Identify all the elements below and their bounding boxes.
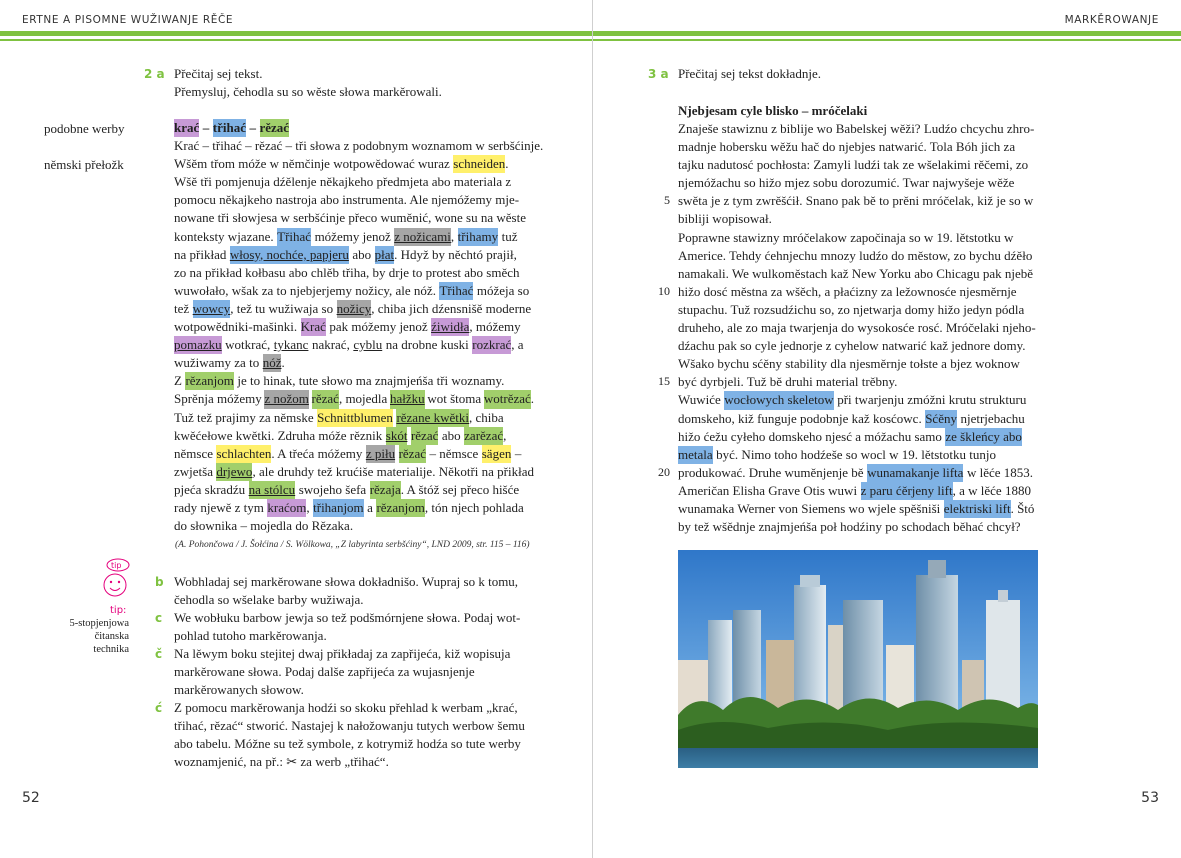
text-line	[174, 300, 534, 318]
text-segment: wužiwamy za to	[174, 355, 260, 371]
running-head-left: ERTNE A PISOMNE WUŽIWANJE RĚČE	[22, 14, 234, 26]
text-segment: bibliji wopisował.	[678, 211, 772, 227]
sub-exercise-line: třihać, rězać“ stworić. Nastajej k nałožowanju tutych werbow šemu	[174, 718, 525, 734]
text-segment: Krać – třihać – rězać – tři słowa z podobnym woznamom w serbšćinje.	[174, 138, 544, 154]
text-line	[174, 173, 534, 191]
text-line	[678, 319, 1038, 337]
sub-exercise-line: Wobhladaj sej markěrowane słowa dokładnišo. Wupraj so k tomu,	[174, 574, 519, 589]
smiley-tip-icon	[102, 557, 132, 601]
text-line	[678, 120, 1038, 138]
text-segment: pomocu někajkeho nastroja abo instrumenta. Ale njemóžemy mje-	[174, 192, 520, 208]
text-segment: zwjetša	[174, 463, 213, 479]
text-segment: Z	[174, 373, 182, 389]
highlighted-word: skót	[386, 427, 408, 445]
text-segment: domskeho, kiž funguje podobnje kaž kosćowc.	[678, 410, 922, 426]
text-segment: . A štóž sej přeco hišće	[400, 481, 520, 497]
margin-note-german-translation: němski přełožk	[44, 157, 124, 172]
text-segment: . A třeća móžemy	[271, 445, 363, 461]
highlighted-word: rězane kwětki	[396, 409, 469, 427]
text-line	[174, 427, 534, 445]
highlighted-word: rězać	[312, 390, 339, 408]
sub-exercise-text	[174, 573, 518, 609]
text-segment: Poprawne stawizny mróčelakow započinaja so w 19. lětstotku w	[678, 229, 1014, 245]
sub-exercise-line: Z pomocu markěrowanja hodźi so skoku přehlad k werbam „krać,	[174, 700, 518, 715]
highlighted-word: rězaja	[370, 481, 401, 499]
highlighted-word: rězanjom	[185, 372, 233, 390]
highlighted-word: drjewo	[216, 463, 252, 481]
text-segment: Wuwiće	[678, 392, 721, 408]
tip-label: tip:	[110, 605, 127, 616]
text-line	[174, 155, 534, 173]
instruction-line: Přečitaj sej tekst.	[174, 66, 263, 81]
text-line	[174, 282, 534, 300]
text-segment: by tež wšědnje znajmjeńša poł hodźiny po schodach běhać chcył?	[678, 519, 1021, 535]
highlighted-word: elektriski lift	[944, 500, 1011, 518]
text-segment: nakrać,	[311, 337, 350, 353]
text-segment: –	[202, 120, 210, 135]
text-segment: ,	[306, 499, 310, 515]
sub-exercise-line: woznamjenić, na př.: ✂ za werb „třihać“.	[174, 754, 389, 770]
text-line	[678, 265, 1038, 283]
text-line	[174, 336, 534, 354]
text-segment: wotkrać,	[225, 337, 271, 353]
text-segment: być dyrbjeli. Tuž bě druhi material trěbny.	[678, 374, 898, 390]
tip-text: 5-stopjenjowa čitanska technika	[69, 618, 129, 655]
smiley-text: tip	[111, 561, 122, 570]
text-segment: cyblu	[353, 337, 383, 353]
text-segment: swěta je z tym zwrěšćił. Snano pak bě to prěni mróčelak, kiž je so w	[678, 193, 1034, 209]
text-segment: tajku nadutosć pochłosta: Zamyli ludźi tak ze wšelakimi rěčemi, zo	[678, 157, 1029, 173]
text-line	[678, 283, 1038, 301]
text-segment: tež	[174, 300, 190, 316]
text-segment: Americe. Tehdy ćehnjechu mnozy ludźo do městow, zo bychu dźěło	[678, 247, 1033, 263]
text-segment: hižo ćežu cyłeho domskeho njesć a móžachu samo	[678, 428, 942, 444]
highlighted-word: źiwidła	[431, 318, 469, 336]
text-segment: , chiba	[468, 409, 504, 425]
exercise-2a-instructions	[174, 65, 442, 101]
highlighted-word: wowcy	[193, 300, 231, 318]
highlighted-word: metala	[678, 446, 713, 464]
text-line	[678, 373, 1038, 391]
highlighted-word: Třihać	[277, 228, 311, 246]
highlighted-word: krać	[174, 119, 199, 137]
text-line	[678, 192, 1038, 210]
text-segment: stupachu. Tuž rozsudźichu so, zo njetwarja domy hižo jedyn pódla	[678, 301, 1025, 317]
sub-exercise-line: We wobłuku barbow jewja so tež podšmórnjene słowa. Podaj wot-	[174, 610, 521, 625]
sub-exercise-text	[174, 699, 525, 771]
highlighted-word: kraćom	[267, 499, 306, 517]
text-line	[174, 481, 534, 499]
text-segment: pjeća skradźu	[174, 481, 246, 497]
text-segment: rady njewě z tym	[174, 499, 264, 515]
text-segment: produkować. Druhe wuměnjenje bě	[678, 464, 864, 480]
highlighted-word: třihamy	[458, 228, 498, 246]
text-line	[678, 210, 1038, 228]
text-segment: při twarjenju zmóžni krutu strukturu	[837, 392, 1027, 408]
text-line	[678, 138, 1038, 156]
text-line	[678, 500, 1038, 518]
text-segment: wuwołało, wšak za to njebjerjemy nožicy, ale nóž.	[174, 282, 436, 298]
text-segment: .	[505, 156, 509, 172]
sub-exercise-line: abo tabelu. Móžne su tež symbole, z kotrymiž hodźa so tute werby	[174, 736, 521, 752]
text-segment: , a	[511, 337, 524, 353]
text-line	[678, 391, 1038, 409]
text-line	[174, 191, 534, 209]
text-segment: Sprěnja móžemy	[174, 391, 262, 407]
text-segment: pak móžemy jenož	[329, 319, 428, 335]
text-segment: madnje hobersku wěžu hač do njebjes natwarić. Tola Bóh jich za	[678, 139, 1016, 155]
text-segment: .	[530, 391, 535, 407]
margin-note-similar-verbs: podobne werby	[44, 121, 125, 136]
text-segment: a	[367, 499, 373, 515]
text-segment: , tež tu wužiwaja so	[230, 300, 334, 316]
text-line	[678, 247, 1038, 265]
text-segment: wotpowědniki-mašinki.	[174, 319, 298, 335]
page-number-left: 52	[22, 790, 40, 806]
text-segment: tuž	[501, 228, 518, 244]
text-segment: , móžemy	[469, 319, 521, 335]
highlighted-word: z paru ćěrjeny lift	[861, 482, 953, 500]
sub-exercise-line: markěrowanych słowow.	[174, 682, 304, 698]
header-green-bars	[593, 31, 1181, 41]
text-segment: w lěće 1853.	[966, 464, 1034, 480]
line-number: 15	[658, 374, 670, 388]
text-line	[174, 372, 534, 390]
sub-exercise-line: pohlad tutoho markěrowanja.	[174, 628, 327, 644]
text-segment: konteksty wjazane.	[174, 228, 274, 244]
text-segment: swojeho šefa	[298, 481, 367, 497]
text-segment: Wšě tři pomjenuja dźělenje někajkeho předmjeta abo materiala z	[174, 174, 512, 190]
text-segment: na drobne kuski	[385, 337, 469, 353]
text-line	[174, 246, 534, 264]
text-segment: zo na přikład kołbasu abo chlěb třiha, by drje to protest abo směch	[174, 264, 520, 280]
citation: (A. Pohončowa / J. Šołćina / S. Wölkowa, „Z labyrinta serbšćiny“, LND 2009, str. 115 – 116)	[175, 540, 530, 550]
highlighted-word: z nožom	[264, 390, 308, 408]
highlighted-word: rozkrać	[472, 336, 511, 354]
text-line	[174, 499, 534, 517]
exercise-number-3a: 3 a	[648, 67, 669, 81]
highlighted-word: rězać	[260, 119, 290, 137]
text-line	[678, 174, 1038, 192]
text-line	[174, 354, 534, 372]
text-segment: abo	[441, 427, 461, 443]
text-segment: tykanc	[273, 337, 309, 353]
text-segment: móžemy jenož	[314, 228, 391, 244]
text-segment: njetrjebachu	[960, 410, 1025, 426]
highlighted-word: Sćěny	[925, 410, 957, 428]
text-segment: namakali. We wulkoměstach kaž New Yorku abo Chicagu pak njebě	[678, 265, 1034, 281]
line-number: 20	[658, 465, 670, 479]
text-line	[174, 463, 534, 481]
text-line	[678, 482, 1038, 500]
text-segment: Wšěm třom móže w němčinje wotpowědować wuraz	[174, 156, 450, 172]
highlighted-word: płat	[375, 246, 395, 264]
highlighted-word: pomazku	[174, 336, 222, 354]
highlighted-word: Třihać	[439, 282, 473, 300]
text-line	[678, 301, 1038, 319]
text-line	[678, 355, 1038, 373]
text-segment: Znaješe stawiznu z biblije wo Babelskej wěži? Ludźo chcychu zhro-	[678, 121, 1035, 136]
highlighted-word: z piłu	[366, 445, 395, 463]
sub-exercise-text	[174, 609, 520, 645]
highlighted-word: třihanjom	[313, 499, 364, 517]
highlighted-word: ze škleńcy abo	[945, 428, 1022, 446]
text-line	[678, 229, 1038, 247]
instruction-line: Přemysluj, čehodla su so wěste słowa markěrowali.	[174, 84, 442, 100]
highlighted-word: schlachten	[216, 445, 271, 463]
highlighted-word: z nožicami	[394, 228, 451, 246]
text-line	[174, 390, 534, 408]
text-line	[174, 228, 534, 246]
text-line	[174, 264, 534, 282]
text-segment: móžeja so	[476, 282, 530, 298]
highlighted-word: rězać	[399, 445, 426, 463]
article-text-left	[174, 119, 544, 535]
text-segment: wot štoma	[427, 391, 482, 407]
text-line	[678, 410, 1038, 428]
line-number: 10	[658, 284, 670, 298]
text-segment: –	[514, 445, 522, 461]
text-segment: – němsce	[429, 445, 479, 461]
text-segment: wunamaka Werner von Siemens wo wjele spěšniši	[678, 500, 941, 516]
article-title: Njebjesam cyle blisko – mróčelaki	[678, 103, 868, 118]
text-line	[174, 119, 534, 137]
highlighted-word: nožicy	[337, 300, 372, 318]
text-segment: . Hdyž by něchtó prajił,	[394, 246, 517, 262]
exercise-number-2a: 2 a	[144, 67, 165, 81]
highlighted-word: třihać	[213, 119, 246, 137]
text-segment: němsce	[174, 445, 213, 461]
text-segment: druheho, ale zo maja twarjenja do wysokosće rosć. Mróčelaki njeho-	[678, 320, 1036, 336]
text-segment: , ale druhdy tež krućiše materialije. Někotři na přikład	[252, 463, 534, 479]
text-line	[174, 137, 544, 155]
exercise-3a-instruction: Přečitaj sej tekst dokładnje.	[678, 66, 821, 81]
text-segment: njemóžachu so hižo mjez sobu dorozumić. Twar najwyšeje wěže	[678, 175, 1015, 191]
highlighted-word: wotrězać	[484, 390, 531, 408]
highlighted-word: nóž	[263, 354, 282, 372]
text-line	[174, 445, 534, 463]
highlighted-word: rězać	[411, 427, 438, 445]
text-segment: do słownika – mojedla do Rězaka.	[174, 518, 354, 534]
text-segment: . Štó	[1010, 500, 1035, 516]
text-segment: ,	[450, 228, 455, 244]
highlighted-word: hałžku	[390, 390, 425, 408]
highlighted-word: zarězać	[464, 427, 503, 445]
text-segment: nowane tři słowjesa w serbšćinje přeco wuměnić, wone su na wěste	[174, 210, 526, 226]
sub-exercise-line: markěrowane słowa. Podaj dalše zapřijeća za wujasnjenje	[174, 664, 475, 680]
text-segment: je to hinak, tute słowo ma znajmjeńša tři woznamy.	[237, 373, 505, 389]
highlighted-word: Schnittblumen	[317, 409, 393, 427]
header-green-bars	[0, 31, 592, 41]
text-segment: abo	[352, 246, 372, 262]
text-line	[174, 517, 534, 535]
text-line	[678, 156, 1038, 174]
highlighted-word: wocłowych skeletow	[724, 391, 833, 409]
highlighted-word: sägen	[482, 445, 512, 463]
sub-exercise-letter: č	[155, 647, 163, 661]
highlighted-word: rězanjom	[376, 499, 424, 517]
text-segment: , mojedla	[338, 391, 388, 407]
text-line	[174, 209, 534, 227]
text-segment: hižo dosć městna za wšěch, a płaćizny za ležownosće njesměrnje	[678, 283, 1017, 299]
sub-exercise-line: čehodla so wšelake barby wužiwaja.	[174, 592, 364, 608]
city-skyline-photo	[678, 550, 1038, 768]
highlighted-word: Krać	[301, 318, 326, 336]
highlighted-word: włosy, nochće, papjeru	[230, 246, 349, 264]
line-number: 5	[664, 193, 670, 207]
sub-exercise-letter: c	[155, 611, 163, 625]
text-segment: na přikład	[174, 246, 227, 262]
text-line	[678, 518, 1038, 536]
text-segment: być. Nimo toho hodźeše so wocl w 19. lětstotku tunjo	[716, 446, 996, 462]
text-segment: Wšako bychu sćěny stability dla njesměrnje tołste a bjez woknow	[678, 356, 1020, 372]
highlighted-word: na stólcu	[249, 481, 296, 499]
text-segment: .	[281, 355, 285, 371]
text-segment: Tuž tež prajimy za němske	[174, 409, 314, 425]
page-number-right: 53	[1141, 790, 1159, 806]
text-line	[678, 446, 1038, 464]
text-line	[678, 337, 1038, 355]
text-segment: Američan Elisha Grave Otis wuwi	[678, 482, 858, 498]
text-segment: , a w lěće 1880	[952, 482, 1031, 498]
text-segment: , chiba jich dźensnišě moderne	[371, 300, 532, 316]
article-text-right	[678, 120, 1038, 536]
highlighted-word: schneiden	[453, 155, 505, 173]
text-segment: –	[249, 120, 256, 135]
text-segment: kwěćełowe kwětki. Zdruha móže rěznik	[174, 427, 383, 443]
text-segment: , tón njech pohlada	[424, 499, 524, 515]
sub-exercise-letter: b	[155, 575, 164, 589]
highlighted-word: wunamakanje lifta	[867, 464, 963, 482]
sub-exercise-text	[174, 645, 510, 699]
text-line	[174, 409, 534, 427]
text-segment: ,	[503, 427, 507, 443]
text-segment: dźachu pak so cyle jednorje z cyhelow natwarić kaž jednore domy.	[678, 338, 1026, 354]
sub-exercise-letter: ć	[155, 701, 163, 715]
text-line	[174, 318, 534, 336]
sub-exercise-line: Na lěwym boku stejitej dwaj přikładaj za zapřijeća, kiž wopisuja	[174, 646, 511, 661]
text-line	[678, 428, 1038, 446]
running-head-right: MARKĚROWANJE	[1064, 14, 1159, 26]
text-line	[678, 464, 1038, 482]
